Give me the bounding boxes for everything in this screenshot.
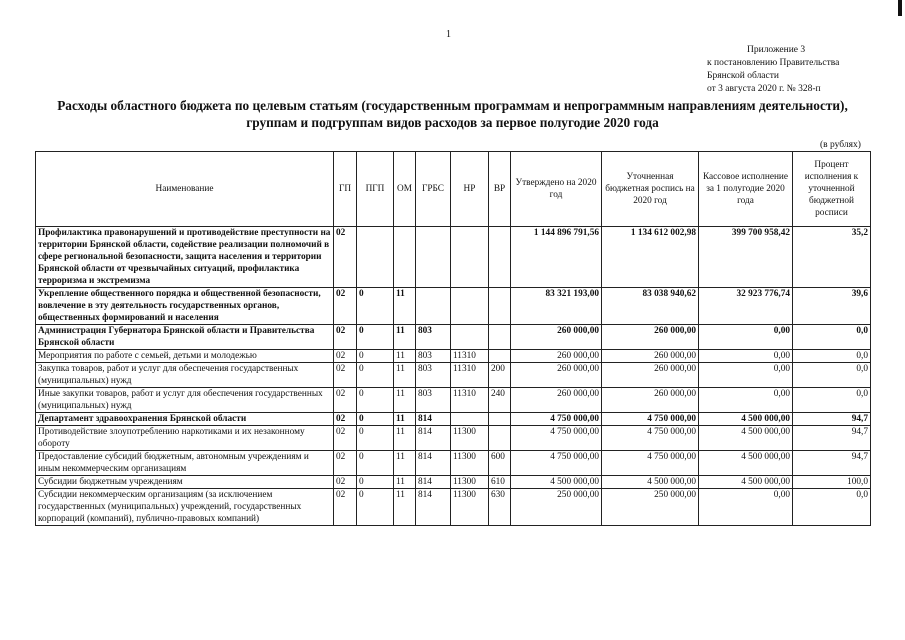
header-gp: ГП [334,152,357,227]
cell-np [451,413,489,426]
header-om: ОМ [394,152,416,227]
table-row [36,363,871,388]
cell-np: 11300 [451,426,489,451]
cell-gp: 02 [334,363,357,388]
table-row [36,426,871,451]
cell-name: Профилактика правонарушений и противодействие преступности на территории Брянской области, содействие реализации полномочий в сфере региональной безопасности, защита населения и территории Брянской области от чрезвычайных ситуаций, профилактика терроризма и экстремизма [36,227,334,288]
cell-name: Департамент здравоохранения Брянской области [36,413,334,426]
cell-percent: 0,0 [793,489,871,526]
cell-gp: 02 [334,489,357,526]
cell-cash: 0,00 [699,363,793,388]
cell-pgp: 0 [357,350,394,363]
cell-clarified: 4 750 000,00 [602,413,699,426]
cell-pgp: 0 [357,413,394,426]
cell-om: 11 [394,426,416,451]
cell-gp: 02 [334,476,357,489]
header-name: Наименование [36,152,334,227]
cell-name: Субсидии бюджетным учреждениям [36,476,334,489]
cell-om: 11 [394,325,416,350]
cell-grbs: 803 [416,325,451,350]
cell-approved: 260 000,00 [511,325,602,350]
cell-np [451,288,489,325]
cell-vr: 610 [489,476,511,489]
cell-gp: 02 [334,288,357,325]
table-row [36,489,871,526]
cell-om: 11 [394,413,416,426]
cell-grbs [416,288,451,325]
header-pgp: ПГП [357,152,394,227]
cell-np [451,325,489,350]
cell-cash: 4 500 000,00 [699,413,793,426]
cell-om: 11 [394,388,416,413]
cell-percent: 94,7 [793,451,871,476]
cell-name: Укрепление общественного порядка и общественной безопасности, вовлечение в эту деятельность государственных органов, общественных формирований и населения [36,288,334,325]
cell-vr: 630 [489,489,511,526]
cell-grbs: 803 [416,363,451,388]
appendix-line: к постановлению Правительства [707,58,840,68]
cell-gp: 02 [334,388,357,413]
table-row [36,476,871,489]
cell-om [394,227,416,288]
cell-percent: 100,0 [793,476,871,489]
cell-grbs: 814 [416,489,451,526]
cell-vr [489,426,511,451]
cell-clarified: 4 750 000,00 [602,426,699,451]
cell-np: 11310 [451,388,489,413]
cell-name: Мероприятия по работе с семьей, детьми и молодежью [36,350,334,363]
title-line: Расходы областного бюджета по целевым статьям (государственным программам и непрограммным направлениям деятельности), [57,98,848,113]
expenses-table [35,151,871,526]
cell-vr: 200 [489,363,511,388]
cell-cash: 0,00 [699,388,793,413]
cell-percent: 0,0 [793,325,871,350]
header-approved: Утверждено на 2020 год [511,152,602,227]
cell-om: 11 [394,451,416,476]
cell-pgp: 0 [357,288,394,325]
cell-percent: 94,7 [793,413,871,426]
cell-name: Субсидии некоммерческим организациям (за исключением государственных (муниципальных) учреждений, государственных корпораций (компаний), публично-правовых компаний) [36,489,334,526]
header-np: НР [451,152,489,227]
cell-grbs [416,227,451,288]
appendix-reference [707,44,839,96]
cell-vr [489,350,511,363]
appendix-line: Приложение 3 [747,45,806,55]
cell-pgp: 0 [357,388,394,413]
cell-om: 11 [394,350,416,363]
cell-approved: 260 000,00 [511,363,602,388]
cell-approved: 4 750 000,00 [511,413,602,426]
units-note: (в рублях) [820,140,861,150]
cell-np [451,227,489,288]
table-row [36,350,871,363]
cell-cash: 0,00 [699,489,793,526]
cell-gp: 02 [334,325,357,350]
cell-approved: 250 000,00 [511,489,602,526]
cell-cash: 32 923 776,74 [699,288,793,325]
cell-approved: 260 000,00 [511,350,602,363]
cell-percent: 0,0 [793,363,871,388]
cell-om: 11 [394,476,416,489]
appendix-line: Брянской области [707,71,779,81]
cell-vr [489,288,511,325]
cell-np: 11310 [451,363,489,388]
cell-approved: 1 144 896 791,56 [511,227,602,288]
table-row [36,227,871,288]
cell-vr: 240 [489,388,511,413]
cell-vr: 600 [489,451,511,476]
cell-approved: 4 750 000,00 [511,426,602,451]
cell-name: Иные закупки товаров, работ и услуг для обеспечения государственных (муниципальных) нужд [36,388,334,413]
cell-grbs: 814 [416,476,451,489]
cell-percent: 39,6 [793,288,871,325]
cell-percent: 94,7 [793,426,871,451]
page-number: 1 [446,29,451,40]
cell-percent: 0,0 [793,388,871,413]
cell-vr [489,325,511,350]
cell-np: 11310 [451,350,489,363]
table-row [36,388,871,413]
cell-cash: 399 700 958,42 [699,227,793,288]
header-clarified: Уточненная бюджетная роспись на 2020 год [602,152,699,227]
cell-approved: 4 500 000,00 [511,476,602,489]
cell-name: Предоставление субсидий бюджетным, автономным учреждениям и иным некоммерческим организациям [36,451,334,476]
cell-clarified: 4 500 000,00 [602,476,699,489]
cell-pgp: 0 [357,489,394,526]
title-line: группам и подгруппам видов расходов за первое полугодие 2020 года [246,115,659,130]
cell-clarified: 260 000,00 [602,325,699,350]
cell-approved: 260 000,00 [511,388,602,413]
cell-clarified: 260 000,00 [602,388,699,413]
cell-clarified: 250 000,00 [602,489,699,526]
cell-gp: 02 [334,451,357,476]
cell-clarified: 1 134 612 002,98 [602,227,699,288]
document-title [20,97,885,131]
cell-clarified: 83 038 940,62 [602,288,699,325]
table-header-row [36,152,871,227]
cell-name: Администрация Губернатора Брянской области и Правительства Брянской области [36,325,334,350]
cell-vr [489,227,511,288]
scan-edge-mark [898,0,902,16]
cell-np: 11300 [451,476,489,489]
table-row [36,413,871,426]
cell-cash: 4 500 000,00 [699,476,793,489]
header-vr: ВР [489,152,511,227]
cell-pgp: 0 [357,451,394,476]
cell-gp: 02 [334,227,357,288]
cell-name: Противодействие злоупотреблению наркотиками и их незаконному обороту [36,426,334,451]
cell-np: 11300 [451,489,489,526]
cell-percent: 35,2 [793,227,871,288]
cell-cash: 4 500 000,00 [699,451,793,476]
cell-cash: 4 500 000,00 [699,426,793,451]
cell-clarified: 260 000,00 [602,363,699,388]
cell-om: 11 [394,489,416,526]
cell-gp: 02 [334,413,357,426]
cell-grbs: 803 [416,388,451,413]
cell-np: 11300 [451,451,489,476]
cell-grbs: 803 [416,350,451,363]
cell-om: 11 [394,288,416,325]
cell-vr [489,413,511,426]
table-row [36,288,871,325]
cell-grbs: 814 [416,451,451,476]
header-percent: Процент исполнения к уточненной бюджетной росписи [793,152,871,227]
cell-pgp: 0 [357,325,394,350]
cell-pgp: 0 [357,426,394,451]
cell-approved: 83 321 193,00 [511,288,602,325]
cell-cash: 0,00 [699,325,793,350]
header-grbs: ГРБС [416,152,451,227]
cell-percent: 0,0 [793,350,871,363]
cell-om: 11 [394,363,416,388]
table-row [36,325,871,350]
cell-pgp [357,227,394,288]
header-cash: Кассовое исполнение за 1 полугодие 2020 года [699,152,793,227]
cell-clarified: 4 750 000,00 [602,451,699,476]
cell-clarified: 260 000,00 [602,350,699,363]
table-row [36,451,871,476]
cell-cash: 0,00 [699,350,793,363]
cell-name: Закупка товаров, работ и услуг для обеспечения государственных (муниципальных) нужд [36,363,334,388]
cell-approved: 4 750 000,00 [511,451,602,476]
cell-gp: 02 [334,426,357,451]
cell-grbs: 814 [416,413,451,426]
cell-pgp: 0 [357,363,394,388]
cell-gp: 02 [334,350,357,363]
cell-grbs: 814 [416,426,451,451]
appendix-line: от 3 августа 2020 г. № 328-п [707,84,821,94]
cell-pgp: 0 [357,476,394,489]
